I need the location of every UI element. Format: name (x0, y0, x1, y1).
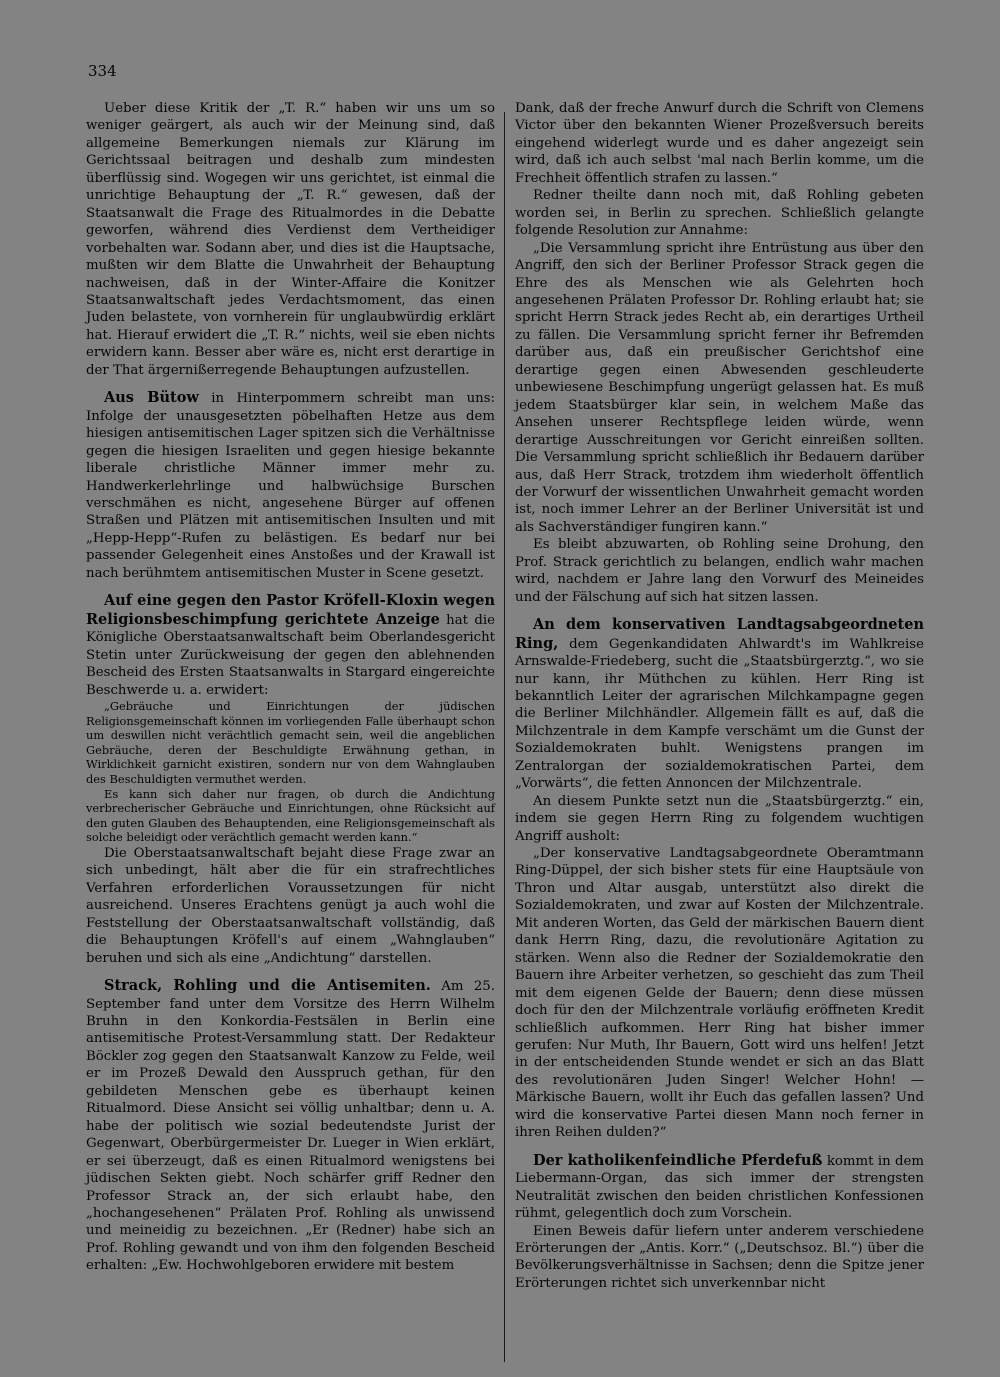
paragraph: Ueber diese Kritik der „T. R.“ haben wir uns um so weniger geärgert, als auch wir der Meinung sind, daß allgemeine Bemerkungen niemals zur Klärung im Gerichtssaal beitragen und deshalb zum mindesten überflüssig sind. Wogegen wir uns gerichtet, ist einmal die unrichtige Behauptung der „T. R.“ gewesen, daß der Staatsanwalt die Frage des Ritualmordes in die Debatte geworfen, während dies Verdienst dem Vertheidiger vorbehalten war. Sodann aber, und dies ist die Hauptsache, mußten wir dem Blatte die Unwahrheit der Behauptung nachweisen, daß in der Winter-Affaire die Konitzer Staatsanwaltschaft jedes Verdachtsmoment, das einen Juden belastete, von vornherein für unglaubwürdig erklärt hat. Hierauf erwidert die „T. R.“ nichts, weil sie eben nichts erwidern kann. Besser aber wäre es, nicht erst derartige in der That ärgernißerregende Behauptungen aufzustellen. (86, 101, 495, 378)
paragraph: Einen Beweis dafür liefern unter anderem verschiedene Erörterungen der „Antis. Korr.“ („Deutschsoz. Bl.“) über die Bevölkerungsverhältnisse in Sachsen; denn die Spitze jener Erörterungen richtet sich unverkennbar nicht (515, 1223, 924, 1291)
article-heading: Der katholikenfeindliche Pferdefuß (533, 1151, 823, 1169)
article-paragraph (86, 389, 495, 582)
article-text: hat die Königliche Oberstaatsanwaltschaft beim Oberlandesgericht Stetin unter Zurückweisung der gegen den ablehnenden Bescheid des Ersten Staatsanwalts in Stargard eingereichte Beschwerde u. a. erwidert: (86, 612, 495, 698)
paragraph: Es bleibt abzuwarten, ob Rohling seine Drohung, den Prof. Strack gerichtlich zu belangen, endlich wahr machen wird, nachdem er Jahre lang den Vorwurf des Meineides und der Fälschung auf sich hat sitzen lassen. (515, 537, 924, 605)
article-heading: Aus Bütow (104, 389, 199, 407)
article-text: Am 25. September fand unter dem Vorsitze des Herrn Wilhelm Bruhn in den Konkordia-Festsälen in Berlin eine antisemitische Protest-Versammlung statt. Der Redakteur Böckler zog gegen den Staatsanwalt Kanzow zu Felde, weil er im Prozeß Dewald den Ausspruch gethan, für den gebildeten Menschen gebe es überhaupt keinen Ritualmord. Diese Ansicht sei völlig unhaltbar; denn u. A. habe der politisch wie sozial bedeutendste Jurist der Gegenwart, Oberbürgermeister Dr. Lueger in Wien erklärt, er sei überzeugt, daß es einen Ritualmord wenigstens bei jüdischen Sekten giebt. Noch schärfer griff Redner den Professor Strack an, der sich erlaubt habe, den „hochangesehenen“ Prälaten Prof. Rohling als unwissend und meineidig zu bezeichnen. „Er (Redner) habe sich an Prof. Rohling gewandt und von ihm den folgenden Bescheid erhalten: „Ew. Hochwohlgeboren erwidere mit bestem (86, 979, 495, 1274)
paragraph: Dank, daß der freche Anwurf durch die Schrift von Clemens Victor über den bekannten Wiener Prozeßversuch bereits eingehend widerlegt wurde und es daher angezeigt sein wird, daß ich auch selbst 'mal nach Berlin komme, um die Frechheit öffentlich strafen zu lassen.“ (515, 101, 924, 186)
article-heading: An dem konservativen Landtagsabgeordneten Ring, (515, 616, 924, 652)
article-text: in Hinterpommern schreibt man uns: Infolge der unausgesetzten pöbelhaften Hetze aus dem hiesigen antisemitischen Lager spitzen sich die Verhältnisse gegen die hiesigen Israeliten und gegen hiesige bekannte liberale christliche Männer immer mehr zu. Handwerkerlehrlinge und halbwüchsige Burschen verschmähen es nicht, angesehene Bürger auf offenen Straßen und Plätzen mit antisemitischen Insulten und mit „Hepp-Hepp“-Rufen zu belästigen. Es bedarf nur bei passender Gelegenheit eines Anstoßes und der Krawall ist nach berühmtem antisemitischen Muster in Scene gesetzt. (86, 391, 496, 581)
quoted-paragraph: „Gebräuche und Einrichtungen der jüdischen Religionsgemeinschaft können im vorliegenden Falle überhaupt schon um deswillen nicht verächtlich gemacht sein, weil die angeblichen Gebräuche, deren der Beschuldigte Erwähnung gethan, in Wirklichkeit garnicht existiren, sondern nur von dem Wahnglauben des Beschuldigten vermuthet werden. (86, 698, 495, 786)
quoted-paragraph: Es kann sich daher nur fragen, ob durch die Andichtung verbrecherischer Gebräuche und Einrichtungen, ohne Rücksicht auf den guten Glauben des Behauptenden, eine Religionsgemeinschaft als solche beleidigt oder verächtlich gemacht werden kann.“ (86, 786, 495, 845)
article-paragraph (86, 592, 495, 699)
article-text: dem Gegenkandidaten Ahlwardt's im Wahlkreise Arnswalde-Friedeberg, sucht die „Staatsbürgerztg.“, wo sie nur kann, ihr Müthchen zu kühlen. Herr Ring ist bekanntlich Leiter der agrarischen Milchkampagne gegen die Berliner Milchhändler. Allgemein fällt es auf, daß die Milchzentrale in dem Kampfe verschämt um die Gunst der Sozialdemokraten buhlt. Wenigstens prangen im Zentralorgan der sozialdemokratischen Partei, dem „Vorwärts“, die fetten Annoncen der Milchzentrale. (515, 636, 924, 792)
column-rule (504, 112, 505, 1362)
left-column (86, 100, 495, 1275)
paragraph: Die Oberstaatsanwaltschaft bejaht diese Frage zwar an sich unbedingt, hält aber die für ein strafrechtliches Verfahren erforderlichen Voraussetzungen für nicht ausreichend. Unseres Erachtens genügt ja auch wohl die Feststellung der Oberstaatsanwaltschaft vollständig, daß die Behauptungen Kröfell's auf einem „Wahnglauben“ beruhen und sich als eine „Andichtung“ darstellen. (86, 845, 495, 966)
paragraph: „Der konservative Landtagsabgeordnete Oberamtmann Ring-Düppel, der sich bisher stets für eine Hauptsäule von Thron und Altar ausgab, unterstützt also direkt die Sozialdemokraten, und zwar auf Kosten der Milchzentrale. Mit anderen Worten, das Geld der märkischen Bauern dient dank Herrn Ring, dazu, die revolutionäre Agitation zu stärken. Wenn also die Redner der Sozialdemokratie den Bauern ihre Arbeiter verhetzen, so geschieht das zum Theil mit dem eigenen Gelde der Bauern; denn diese müssen doch für den der Milchzentrale vorläufig eröffneten Kredit schließlich aufkommen. Herr Ring hat bisher immer gerufen: Nur Muth, Ihr Bauern, Gott wird uns helfen! Jetzt in der entscheidenden Stunde wendet er sich an das Blatt des revolutionären Juden Singer! Welcher Hohn! — Märkische Bauern, wollt ihr Euch das gefallen lassen? Und wird die konservative Partei diesen Mann noch ferner in ihren Reihen dulden?“ (515, 846, 924, 1141)
article-paragraph (86, 977, 495, 1275)
article-paragraph (515, 1152, 924, 1223)
paragraph: „Die Versammlung spricht ihre Entrüstung aus über den Angriff, den sich der Berliner Professor Strack gegen die Ehre des als Menschen wie als Gelehrten hoch angesehenen Prälaten Professor Dr. Rohling erlaubt hat; sie spricht Herrn Strack jedes Recht ab, ein derartiges Urtheil zu fällen. Die Versammlung spricht ferner ihr Befremden darüber aus, daß ein preußischer Gerichtshof eine derartige gegen einen Abwesenden geschleuderte unbewiesene Beschimpfung ungerügt gelassen hat. Es muß jedem Staatsbürger klar sein, in welchem Maße das Ansehen unserer Rechtspflege leiden würde, wenn derartige Ausschreitungen vor Gericht einreißen sollten. Die Versammlung spricht schließlich ihr Bedauern darüber aus, daß Herr Strack, trotzdem ihm wiederholt öffentlich der Vorwurf der wissentlichen Unwahrheit gemacht worden ist, noch immer Lehrer an der Berliner Universität ist und als Sachverständiger fungiren kann.“ (515, 240, 924, 535)
page-number: 334 (88, 62, 117, 80)
article-heading: Strack, Rohling und die Antisemiten. (104, 977, 431, 995)
paragraph: Redner theilte dann noch mit, daß Rohling gebeten worden sei, in Berlin zu sprechen. Schließlich gelangte folgende Resolution zur Annahme: (515, 188, 924, 239)
right-column (515, 100, 924, 1292)
article-paragraph (515, 616, 924, 793)
article-heading: Auf eine gegen den Pastor Kröfell-Kloxin wegen Religionsbeschimpfung gerichtete Anzeige (86, 592, 495, 628)
paragraph: An diesem Punkte setzt nun die „Staatsbürgerztg.“ ein, indem sie gegen Herrn Ring zu folgendem wuchtigen Angriff ausholt: (515, 793, 924, 844)
article-text: kommt in dem Liebermann-Organ, das sich immer der strengsten Neutralität zwischen den beiden christlichen Konfessionen rühmt, gelegentlich doch zum Vorschein. (515, 1153, 924, 1222)
